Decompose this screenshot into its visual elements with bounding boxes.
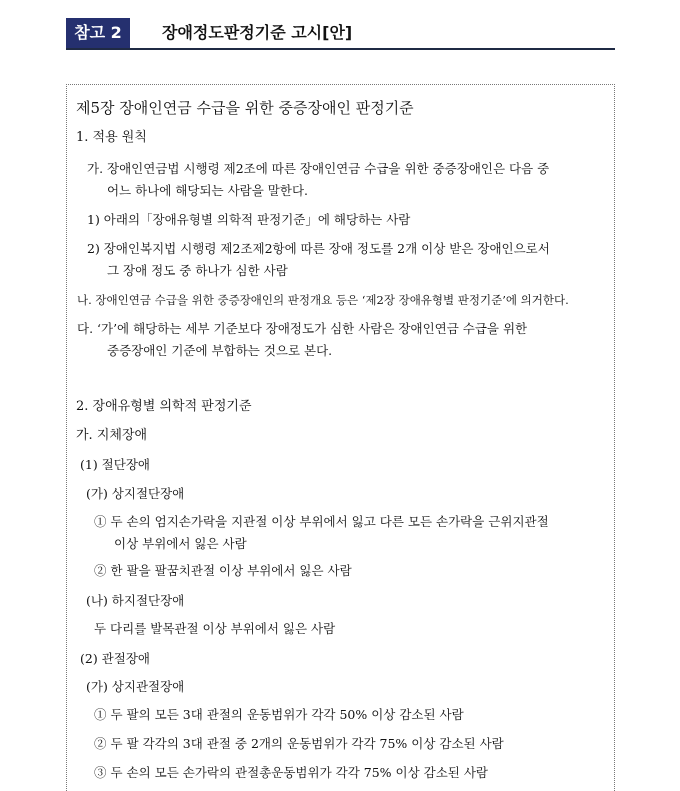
principle-na: 나. 장애인연금 수급을 위한 중증장애인의 판정개요 등은 ‘제2장 장애유형별 판정기준’에 의거한다.	[77, 293, 569, 307]
reference-badge: 참고 2	[66, 18, 130, 48]
disability-type-heading: 가. 지체장애	[76, 428, 148, 443]
upper-limb-amputation-item1-line1: ① 두 손의 엄지손가락을 지관절 이상 부위에서 잃고 다른 모든 손가락을 근위지관절	[94, 514, 549, 529]
principle-ga-line2: 어느 하나에 해당되는 사람을 말한다.	[107, 183, 308, 198]
principle-da-line2: 중증장애인 기준에 부합하는 것으로 본다.	[107, 343, 333, 358]
principle-da-line1: 다. ‘가’에 해당하는 세부 기준보다 장애정도가 심한 사람은 장애인연금 수급을 위한	[77, 321, 528, 336]
document-header	[66, 18, 615, 50]
lower-limb-amputation-heading: (나) 하지절단장애	[86, 593, 185, 608]
chapter-title: 제5장 장애인연금 수급을 위한 중증장애인 판정기준	[76, 99, 414, 117]
upper-limb-amputation-item1-line2: 이상 부위에서 잃은 사람	[114, 536, 247, 551]
upper-limb-joint-item3: ③ 두 손의 모든 손가락의 관절총운동범위가 각각 75% 이상 감소된 사람	[94, 765, 488, 780]
upper-limb-joint-item1: ① 두 팔의 모든 3대 관절의 운동범위가 각각 50% 이상 감소된 사람	[94, 707, 464, 722]
upper-limb-joint-heading: (가) 상지관절장애	[86, 679, 185, 694]
lower-limb-amputation-text: 두 다리를 발목관절 이상 부위에서 잃은 사람	[94, 621, 336, 636]
joint-disability-heading: (2) 관절장애	[80, 651, 150, 666]
section-1-heading: 1. 적용 원칙	[76, 130, 147, 145]
amputation-heading: (1) 절단장애	[80, 457, 150, 472]
upper-limb-amputation-heading: (가) 상지절단장애	[86, 486, 185, 501]
principle-ga-line1: 가. 장애인연금법 시행령 제2조에 따른 장애인연금 수급을 위한 중증장애인은 다음 중	[87, 161, 550, 176]
principle-ga-item1: 1) 아래의「장애유형별 의학적 판정기준」에 해당하는 사람	[87, 212, 411, 227]
header-title: 장애정도판정기준 고시[안]	[162, 23, 353, 42]
principle-ga-item2-line1: 2) 장애인복지법 시행령 제2조제2항에 따른 장애 정도를 2개 이상 받은 장애인으로서	[87, 241, 550, 256]
upper-limb-amputation-item2: ② 한 팔을 팔꿈치관절 이상 부위에서 잃은 사람	[94, 563, 352, 578]
section-2-heading: 2. 장애유형별 의학적 판정기준	[76, 399, 252, 414]
principle-ga-item2-line2: 그 장애 정도 중 하나가 심한 사람	[107, 263, 288, 278]
upper-limb-joint-item2: ② 두 팔 각각의 3대 관절 중 2개의 운동범위가 각각 75% 이상 감소된 사람	[94, 736, 504, 751]
